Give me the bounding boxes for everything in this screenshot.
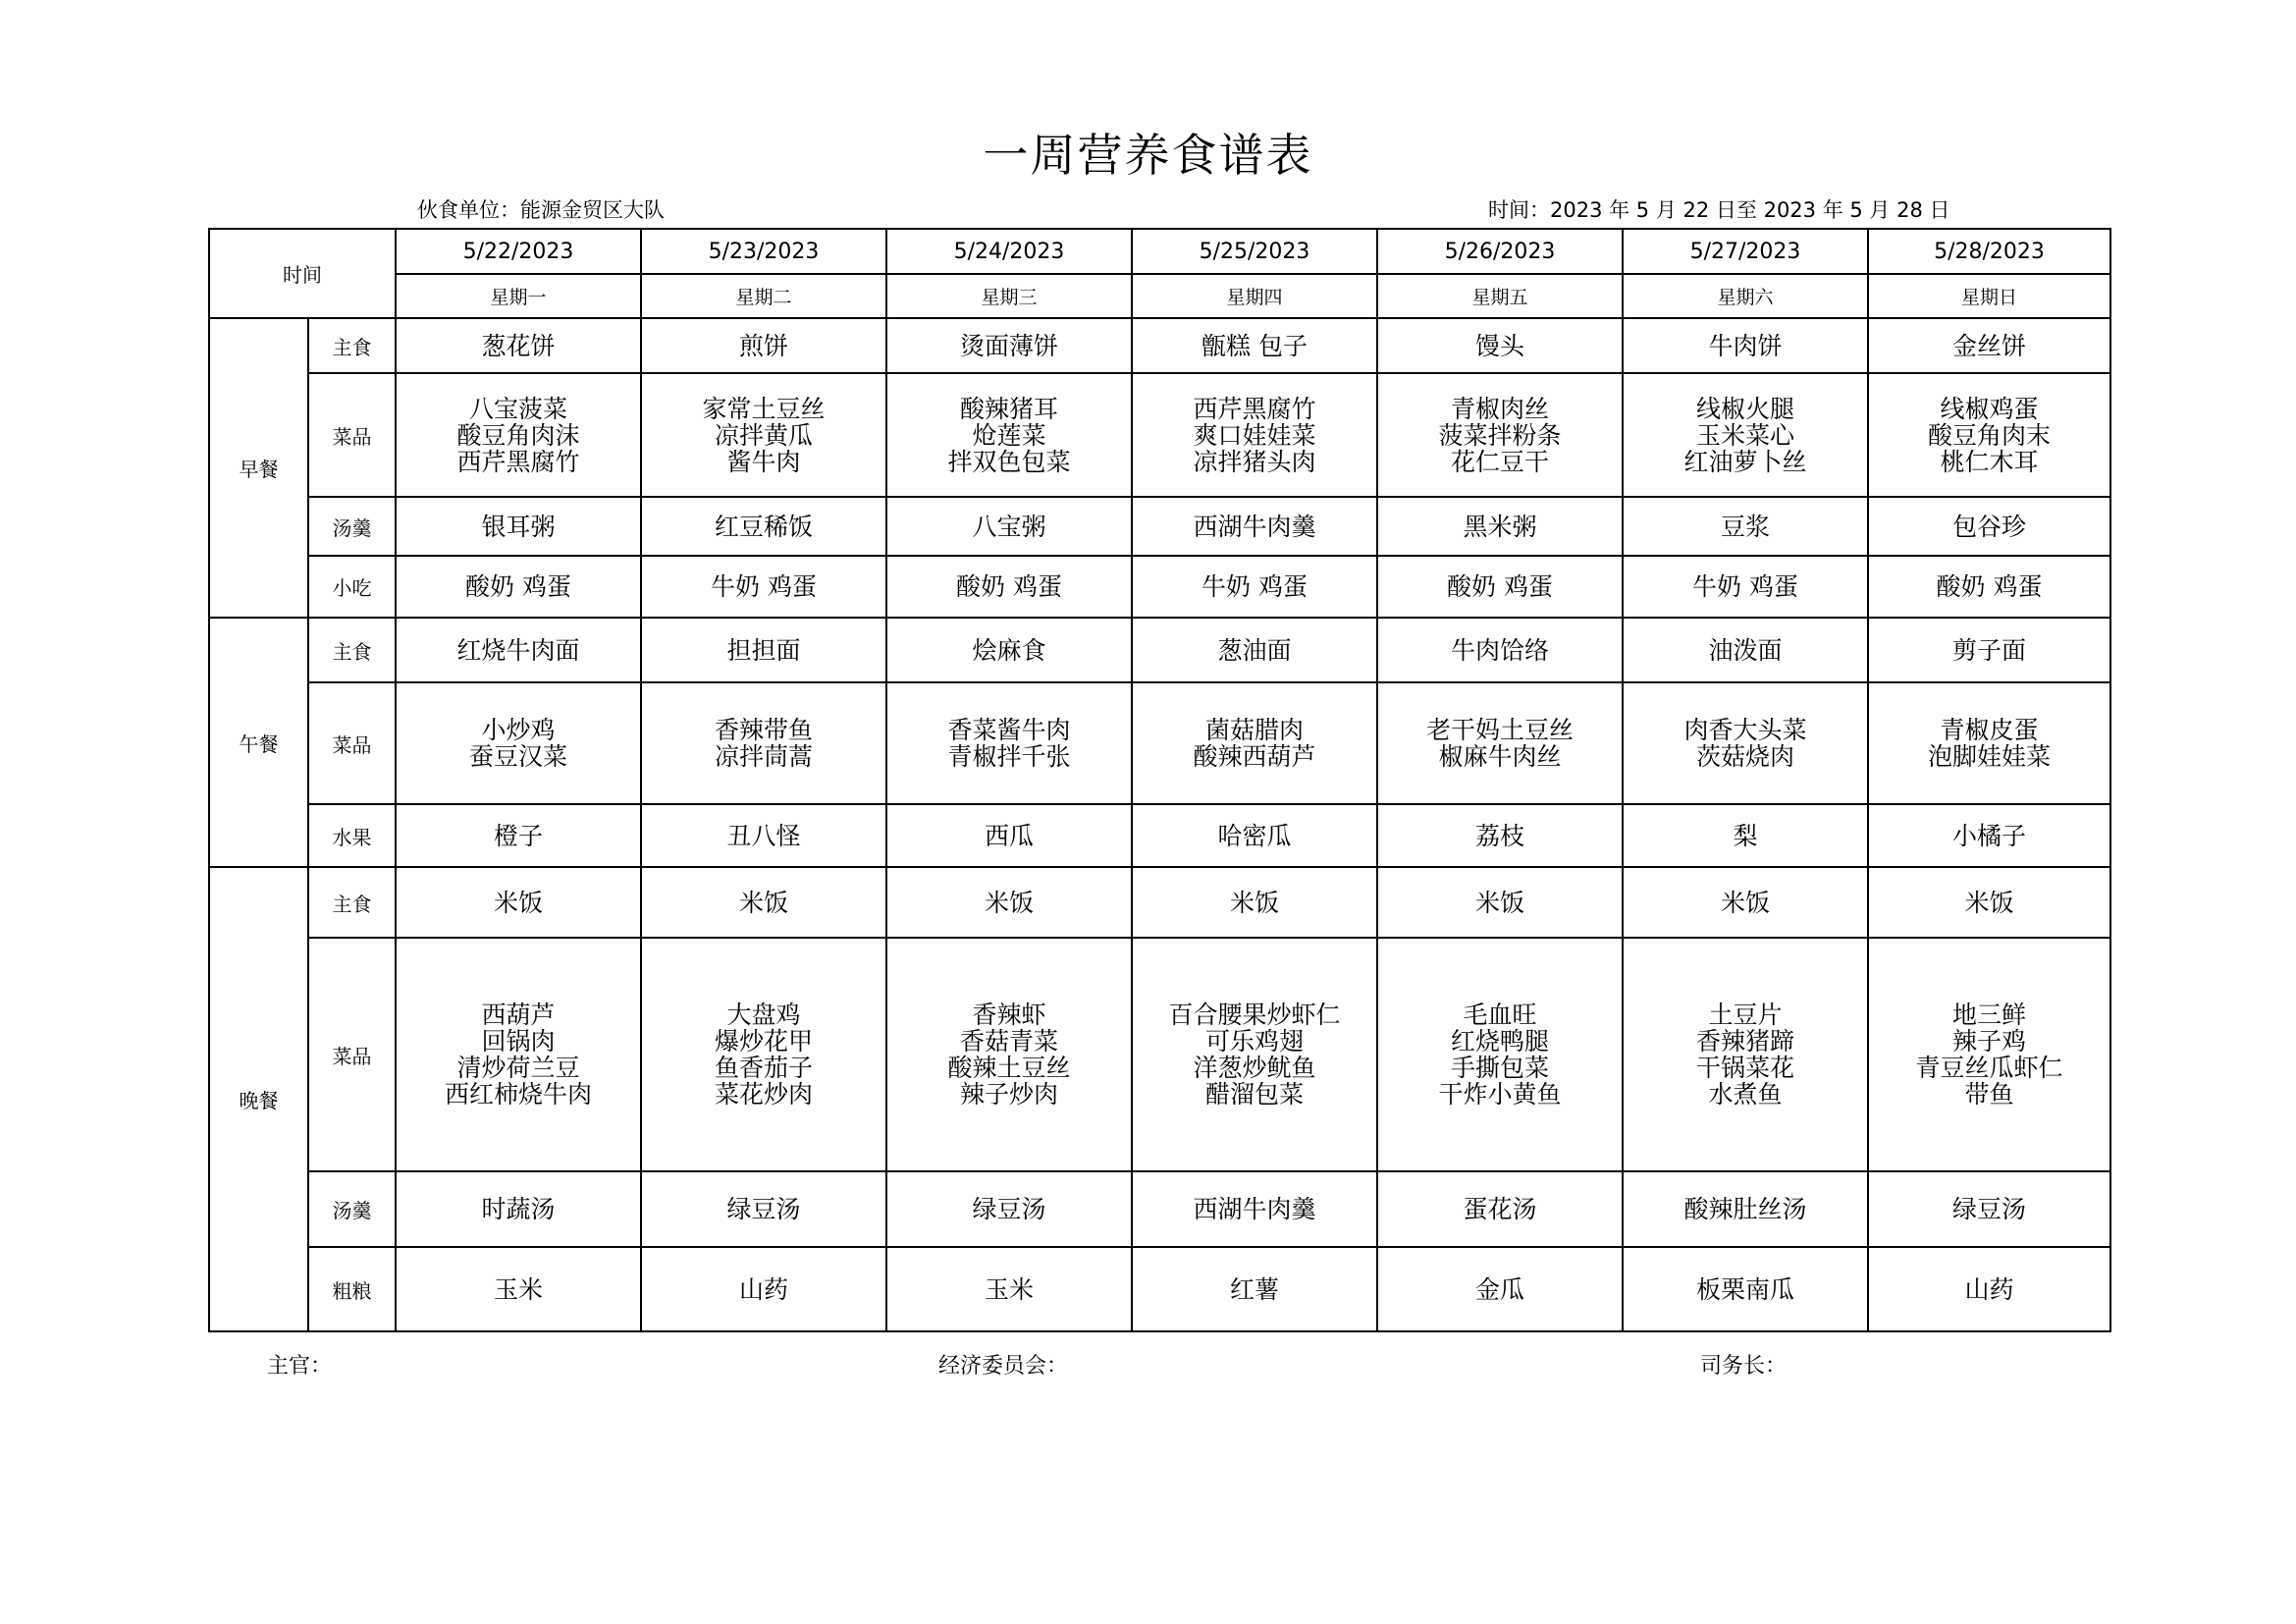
weekday-header: 星期一 [396, 274, 641, 318]
dish-item: 小炒鸡 [481, 716, 556, 744]
dish-cell [886, 804, 1132, 867]
dish-cell [1377, 938, 1623, 1171]
meal-label: 早餐 [209, 318, 308, 618]
dish-cell [1377, 804, 1623, 867]
dish-cell [396, 1247, 641, 1331]
dish-item: 西葫芦 [481, 1001, 556, 1029]
dish-cell [1132, 373, 1377, 497]
dish-cell [886, 867, 1132, 938]
dish-item: 花仁豆干 [1450, 447, 1549, 476]
dish-cell [1868, 373, 2110, 497]
dish-item: 黑米粥 [1463, 512, 1537, 541]
dish-item: 辣子炒肉 [959, 1080, 1058, 1109]
date-header: 5/28/2023 [1868, 229, 2110, 274]
dish-item: 葱花饼 [481, 331, 556, 360]
category-label: 菜品 [308, 682, 396, 804]
dish-item: 红豆稀饭 [714, 512, 813, 541]
dish-cell [1623, 1171, 1868, 1247]
dish-item: 玉米 [984, 1274, 1034, 1304]
dish-item: 家常土豆丝 [702, 394, 826, 423]
dish-item: 线椒鸡蛋 [1940, 394, 2039, 423]
dish-item: 酸豆角肉末 [1927, 420, 2051, 450]
dish-item: 香辣带鱼 [714, 716, 813, 744]
dish-item: 酸奶 鸡蛋 [1447, 572, 1553, 601]
dish-cell [1868, 867, 2110, 938]
dish-cell [641, 1247, 886, 1331]
dish-cell [396, 867, 641, 938]
dish-item: 菌菇腊肉 [1204, 716, 1304, 744]
dish-item: 绿豆汤 [1951, 1195, 2026, 1223]
date-header: 5/23/2023 [641, 229, 886, 274]
dish-cell [1868, 497, 2110, 556]
menu-row [209, 1171, 2110, 1247]
dish-cell [1623, 682, 1868, 804]
dish-item: 酸辣西葫芦 [1193, 742, 1316, 771]
dish-item: 茨菇烧肉 [1695, 742, 1794, 771]
dish-item: 牛奶 鸡蛋 [1201, 572, 1308, 601]
dish-cell [396, 804, 641, 867]
dish-item: 酸辣肚丝汤 [1683, 1195, 1807, 1223]
menu-table [208, 228, 2111, 1332]
dish-item: 牛肉饼 [1708, 331, 1783, 360]
dish-item: 凉拌猪头肉 [1193, 447, 1316, 476]
dish-item: 油泼面 [1708, 635, 1783, 665]
dish-item: 西红柿烧牛肉 [444, 1080, 592, 1109]
category-label: 粗粮 [308, 1247, 396, 1331]
dish-cell [396, 618, 641, 682]
dish-item: 烫面薄饼 [959, 331, 1058, 360]
date-header: 5/22/2023 [396, 229, 641, 274]
dish-item: 线椒火腿 [1695, 394, 1794, 423]
dish-cell [1377, 618, 1623, 682]
dish-cell [1868, 1171, 2110, 1247]
dish-cell [1868, 804, 2110, 867]
dish-cell [1132, 318, 1377, 373]
menu-row [209, 497, 2110, 556]
dish-item: 老干妈土豆丝 [1425, 716, 1574, 744]
dish-cell [886, 373, 1132, 497]
dish-item: 土豆片 [1708, 1001, 1783, 1029]
dish-item: 梨 [1733, 821, 1758, 850]
dish-item: 小橘子 [1951, 821, 2026, 850]
dish-cell [1623, 497, 1868, 556]
dish-item: 凉拌茼蒿 [714, 742, 813, 771]
dish-item: 牛奶 鸡蛋 [1692, 572, 1798, 601]
dish-item: 干锅菜花 [1695, 1054, 1794, 1082]
dish-cell [886, 1247, 1132, 1331]
dish-cell [886, 556, 1132, 618]
header-row-dates [209, 229, 2110, 274]
dish-item: 西瓜 [984, 821, 1034, 850]
period-label: 时间：2023 年 5 月 22 日至 2023 年 5 月 28 日 [1488, 198, 1950, 222]
meal-label: 午餐 [209, 618, 308, 867]
dish-item: 八宝粥 [972, 512, 1046, 541]
dish-item: 凉拌黄瓜 [714, 420, 813, 450]
dish-item: 西芹黑腐竹 [1193, 394, 1316, 423]
dish-cell [886, 497, 1132, 556]
dish-item: 米饭 [1964, 888, 2014, 917]
category-label: 汤羹 [308, 1171, 396, 1247]
dish-item: 甑糕 包子 [1201, 331, 1308, 360]
dish-cell [641, 497, 886, 556]
dish-cell [396, 682, 641, 804]
dish-cell [1377, 1247, 1623, 1331]
dish-item: 红薯 [1229, 1274, 1279, 1304]
dish-item: 西湖牛肉羹 [1193, 512, 1316, 541]
category-label: 菜品 [308, 938, 396, 1171]
dish-item: 米饭 [1720, 888, 1770, 917]
dish-cell [1132, 1247, 1377, 1331]
dish-item: 米饭 [738, 888, 788, 917]
menu-row [209, 556, 2110, 618]
dish-item: 炝莲菜 [972, 420, 1046, 450]
date-header: 5/24/2023 [886, 229, 1132, 274]
dish-item: 酸奶 鸡蛋 [1936, 572, 2043, 601]
dish-cell [886, 318, 1132, 373]
menu-row [209, 1247, 2110, 1331]
dish-item: 金瓜 [1474, 1274, 1524, 1304]
dish-item: 青豆丝瓜虾仁 [1915, 1054, 2063, 1082]
category-label: 水果 [308, 804, 396, 867]
dish-item: 百合腰果炒虾仁 [1168, 1001, 1341, 1029]
dish-item: 银耳粥 [481, 512, 556, 541]
dish-cell [1132, 497, 1377, 556]
dish-cell [1132, 556, 1377, 618]
dish-item: 洋葱炒鱿鱼 [1193, 1054, 1316, 1082]
dish-item: 香菇青菜 [959, 1027, 1058, 1056]
weekday-header: 星期日 [1868, 274, 2110, 318]
dish-item: 酱牛肉 [726, 447, 801, 476]
category-label: 小吃 [308, 556, 396, 618]
dish-item: 红烧鸭腿 [1450, 1027, 1549, 1056]
dish-cell [886, 938, 1132, 1171]
weekday-header: 星期六 [1623, 274, 1868, 318]
dish-cell [1377, 682, 1623, 804]
dish-item: 爽口娃娃菜 [1193, 420, 1316, 450]
header-row-weekdays [209, 274, 2110, 318]
dish-item: 毛血旺 [1463, 1001, 1537, 1029]
dish-cell [1623, 318, 1868, 373]
menu-row [209, 682, 2110, 804]
officer-label: 主官： [267, 1354, 333, 1379]
dish-item: 醋溜包菜 [1204, 1080, 1304, 1109]
dish-item: 泡脚娃娃菜 [1927, 742, 2051, 771]
dish-item: 山药 [738, 1274, 788, 1304]
dish-item: 青椒皮蛋 [1940, 716, 2039, 744]
dish-item: 椒麻牛肉丝 [1438, 742, 1562, 771]
dish-item: 牛奶 鸡蛋 [711, 572, 817, 601]
dish-cell [641, 682, 886, 804]
dish-item: 绿豆汤 [972, 1195, 1046, 1223]
dish-item: 手撕包菜 [1450, 1054, 1549, 1082]
dish-item: 米饭 [1474, 888, 1524, 917]
menu-row [209, 867, 2110, 938]
dish-cell [886, 618, 1132, 682]
meal-label: 晚餐 [209, 867, 308, 1331]
dish-item: 香辣猪蹄 [1695, 1027, 1794, 1056]
dish-cell [1868, 938, 2110, 1171]
unit-label: 伙食单位：能源金贸区大队 [417, 198, 665, 222]
dish-item: 肉香大头菜 [1683, 716, 1807, 744]
dish-item: 酸奶 鸡蛋 [465, 572, 571, 601]
dish-item: 烩麻食 [972, 635, 1046, 665]
menu-row [209, 938, 2110, 1171]
dish-item: 山药 [1964, 1274, 2014, 1304]
dish-cell [641, 1171, 886, 1247]
dish-item: 丑八怪 [726, 821, 801, 850]
dish-item: 玉米 [493, 1274, 543, 1304]
dish-item: 荔枝 [1474, 821, 1524, 850]
menu-row [209, 373, 2110, 497]
dish-cell [886, 682, 1132, 804]
dish-item: 干炸小黄鱼 [1438, 1080, 1562, 1109]
category-label: 主食 [308, 318, 396, 373]
dish-item: 地三鲜 [1951, 1001, 2026, 1029]
dish-item: 酸豆角肉沫 [456, 420, 580, 450]
dish-cell [1868, 618, 2110, 682]
category-label: 菜品 [308, 373, 396, 497]
dish-cell [1377, 867, 1623, 938]
dish-item: 煎饼 [738, 331, 788, 360]
dish-item: 蛋花汤 [1463, 1195, 1537, 1223]
dish-item: 牛肉饸络 [1450, 635, 1549, 665]
director-label: 司务长： [1700, 1354, 1788, 1379]
dish-item: 香辣虾 [972, 1001, 1046, 1029]
dish-cell [396, 318, 641, 373]
dish-cell [641, 373, 886, 497]
dish-item: 回锅肉 [481, 1027, 556, 1056]
dish-item: 带鱼 [1964, 1080, 2014, 1109]
page-title: 一周营养食谱表 [983, 129, 1313, 182]
dish-item: 金丝饼 [1951, 331, 2026, 360]
dish-cell [641, 804, 886, 867]
dish-cell [641, 556, 886, 618]
dish-cell [641, 867, 886, 938]
dish-item: 菠菜拌粉条 [1438, 420, 1562, 450]
dish-item: 红油萝卜丝 [1683, 447, 1807, 476]
committee-label: 经济委员会： [938, 1354, 1069, 1379]
weekday-header: 星期四 [1132, 274, 1377, 318]
dish-cell [1623, 804, 1868, 867]
dish-cell [641, 318, 886, 373]
dish-item: 玉米菜心 [1695, 420, 1794, 450]
dish-item: 水煮鱼 [1708, 1080, 1783, 1109]
dish-item: 担担面 [726, 635, 801, 665]
menu-row [209, 804, 2110, 867]
date-header: 5/27/2023 [1623, 229, 1868, 274]
dish-item: 拌双色包菜 [947, 447, 1071, 476]
dish-cell [396, 497, 641, 556]
category-label: 主食 [308, 618, 396, 682]
dish-item: 青椒拌千张 [947, 742, 1071, 771]
dish-cell [1132, 867, 1377, 938]
dish-item: 酸辣猪耳 [959, 394, 1058, 423]
weekday-header: 星期三 [886, 274, 1132, 318]
dish-item: 蚕豆汉菜 [468, 742, 567, 771]
dish-item: 橙子 [493, 821, 543, 850]
dish-item: 菜花炒肉 [714, 1080, 813, 1109]
category-label: 主食 [308, 867, 396, 938]
dish-item: 酸奶 鸡蛋 [956, 572, 1062, 601]
menu-row [209, 618, 2110, 682]
dish-cell [641, 938, 886, 1171]
time-header: 时间 [209, 229, 396, 318]
dish-item: 馒头 [1474, 331, 1524, 360]
dish-cell [1868, 318, 2110, 373]
dish-cell [1623, 1247, 1868, 1331]
dish-item: 时蔬汤 [481, 1195, 556, 1223]
dish-item: 桃仁木耳 [1940, 447, 2039, 476]
dish-cell [1868, 556, 2110, 618]
dish-cell [396, 373, 641, 497]
dish-cell [396, 938, 641, 1171]
dish-cell [1132, 682, 1377, 804]
dish-item: 米饭 [493, 888, 543, 917]
dish-cell [396, 556, 641, 618]
dish-item: 米饭 [1229, 888, 1279, 917]
dish-cell [1132, 618, 1377, 682]
dish-item: 西湖牛肉羹 [1193, 1195, 1316, 1223]
dish-item: 剪子面 [1951, 635, 2026, 665]
dish-item: 鱼香茄子 [714, 1054, 813, 1082]
dish-item: 酸辣土豆丝 [947, 1054, 1071, 1082]
dish-cell [1623, 867, 1868, 938]
dish-item: 绿豆汤 [726, 1195, 801, 1223]
dish-item: 青椒肉丝 [1450, 394, 1549, 423]
dish-item: 香菜酱牛肉 [947, 716, 1071, 744]
dish-item: 爆炒花甲 [714, 1027, 813, 1056]
dish-item: 大盘鸡 [726, 1001, 801, 1029]
dish-item: 哈密瓜 [1217, 821, 1292, 850]
dish-cell [1623, 618, 1868, 682]
dish-item: 辣子鸡 [1951, 1027, 2026, 1056]
dish-cell [1377, 318, 1623, 373]
dish-item: 西芹黑腐竹 [456, 447, 580, 476]
dish-item: 包谷珍 [1951, 512, 2026, 541]
dish-item: 米饭 [984, 888, 1034, 917]
dish-cell [1868, 1247, 2110, 1331]
dish-cell [396, 1171, 641, 1247]
dish-item: 葱油面 [1217, 635, 1292, 665]
dish-cell [1623, 556, 1868, 618]
dish-item: 豆浆 [1720, 512, 1770, 541]
dish-item: 板栗南瓜 [1695, 1274, 1794, 1304]
dish-cell [1623, 938, 1868, 1171]
weekday-header: 星期五 [1377, 274, 1623, 318]
dish-cell [1377, 373, 1623, 497]
dish-cell [1132, 804, 1377, 867]
dish-item: 清炒荷兰豆 [456, 1054, 580, 1082]
dish-cell [1377, 1171, 1623, 1247]
menu-row [209, 318, 2110, 373]
dish-cell [1132, 1171, 1377, 1247]
dish-cell [1132, 938, 1377, 1171]
date-header: 5/26/2023 [1377, 229, 1623, 274]
dish-item: 八宝菠菜 [468, 394, 567, 423]
weekday-header: 星期二 [641, 274, 886, 318]
dish-cell [1623, 373, 1868, 497]
dish-item: 可乐鸡翅 [1204, 1027, 1304, 1056]
dish-cell [1377, 497, 1623, 556]
category-label: 汤羹 [308, 497, 396, 556]
dish-cell [1868, 682, 2110, 804]
dish-item: 红烧牛肉面 [456, 635, 580, 665]
dish-cell [1377, 556, 1623, 618]
date-header: 5/25/2023 [1132, 229, 1377, 274]
dish-cell [886, 1171, 1132, 1247]
dish-cell [641, 618, 886, 682]
